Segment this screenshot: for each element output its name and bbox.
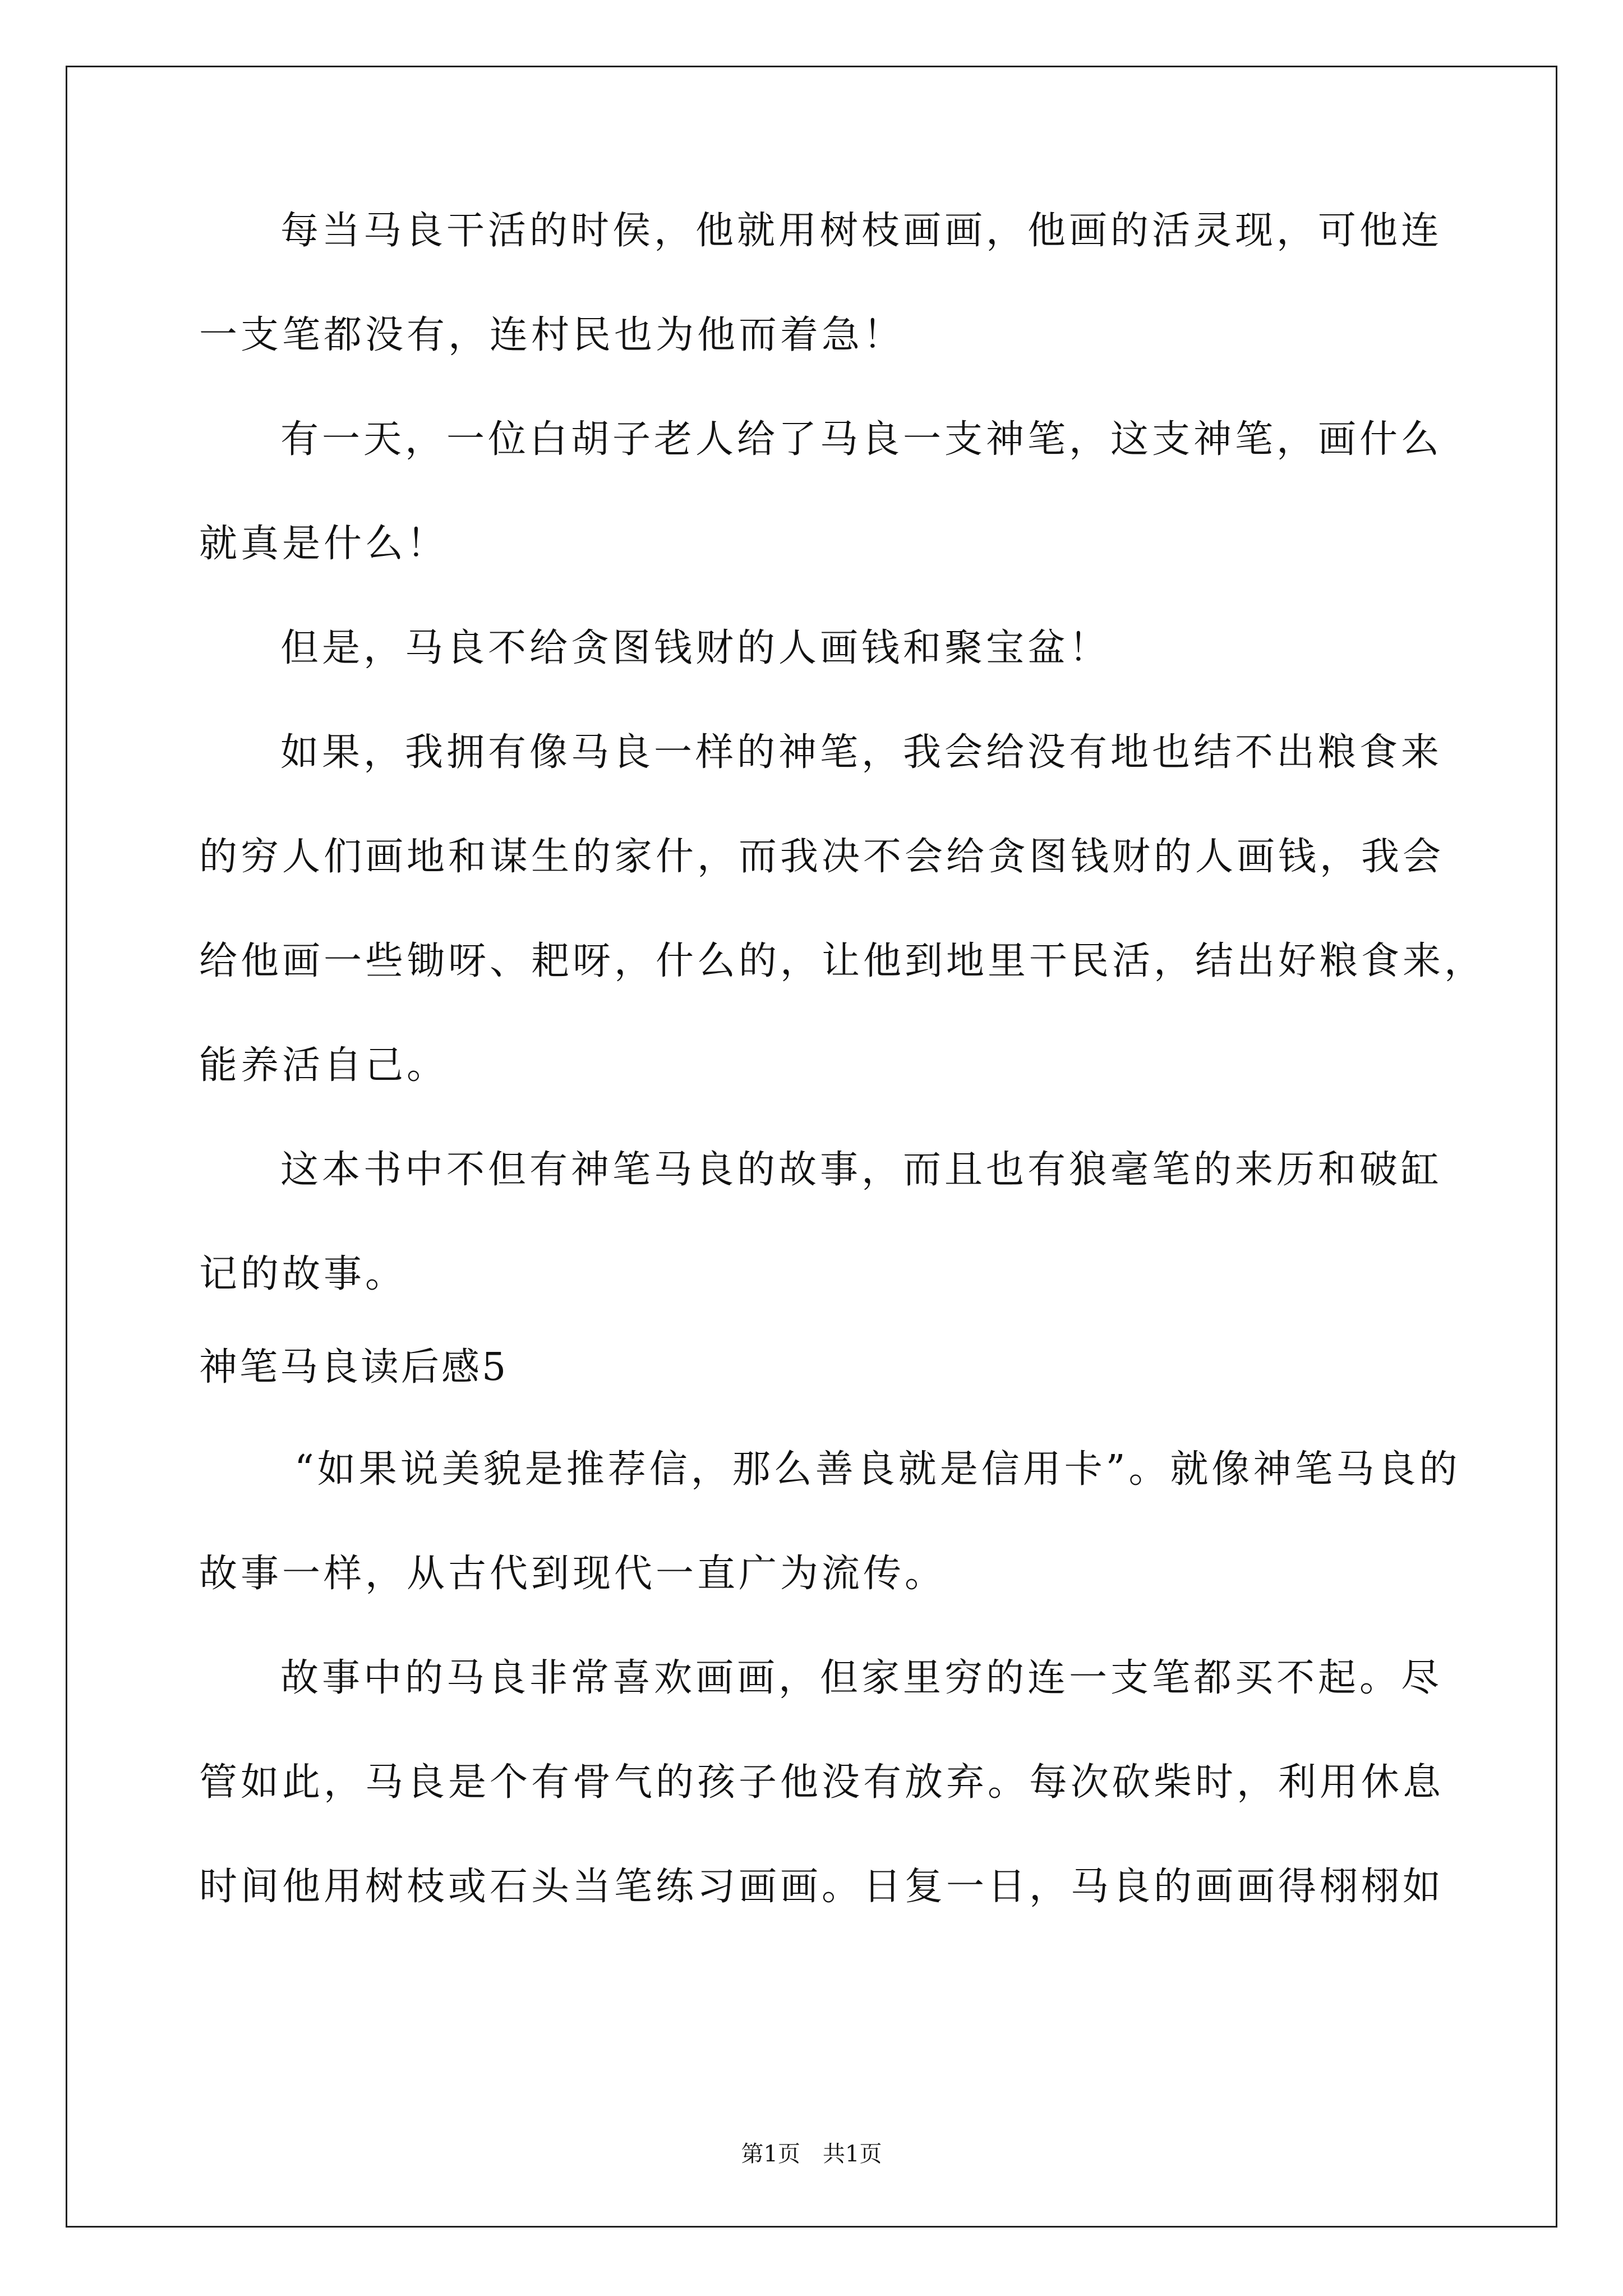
page-number-footer: 第1页 共1页 <box>741 2141 882 2167</box>
text-line: 故事中的马良非常喜欢画画，但家里穷的连一支笔都买不起。尽 <box>280 1656 1443 1700</box>
text-line: 给他画一些锄呀、耙呀，什么的，让他到地里干民活，结出好粮食来， <box>199 939 1486 983</box>
text-line: 一支笔都没有，连村民也为他而着急！ <box>199 313 905 357</box>
text-line: 的穷人们画地和谋生的家什，而我决不会给贪图钱财的人画钱，我会 <box>199 835 1445 879</box>
text-line: 故事一样，从古代到现代一直广为流传。 <box>199 1552 947 1596</box>
section-heading: 神笔马良读后感5 <box>199 1345 509 1389</box>
text-line: 时间他用树枝或石头当笔练习画画。日复一日，马良的画画得栩栩如 <box>199 1865 1445 1909</box>
text-line: 记的故事。 <box>199 1252 407 1296</box>
text-line: 有一天，一位白胡子老人给了马良一支神笔，这支神笔，画什么 <box>280 417 1443 462</box>
text-line: 管如此，马良是个有骨气的孩子他没有放弃。每次砍柴时，利用休息 <box>199 1760 1445 1805</box>
text-line: 但是，马良不给贪图钱财的人画钱和聚宝盆！ <box>280 626 1111 670</box>
text-line: 这本书中不但有神笔马良的故事，而且也有狼毫笔的来历和破缸 <box>280 1148 1443 1192</box>
text-line: 如果，我拥有像马良一样的神笔，我会给没有地也结不出粮食来 <box>280 730 1443 775</box>
text-line: “如果说美貌是推荐信，那么善良就是信用卡”。就像神笔马良的 <box>294 1447 1461 1492</box>
text-line: 每当马良干活的时侯，他就用树枝画画，他画的活灵现，可他连 <box>280 209 1443 253</box>
text-line: 就真是什么！ <box>199 522 449 566</box>
text-line: 能养活自己。 <box>199 1043 449 1088</box>
